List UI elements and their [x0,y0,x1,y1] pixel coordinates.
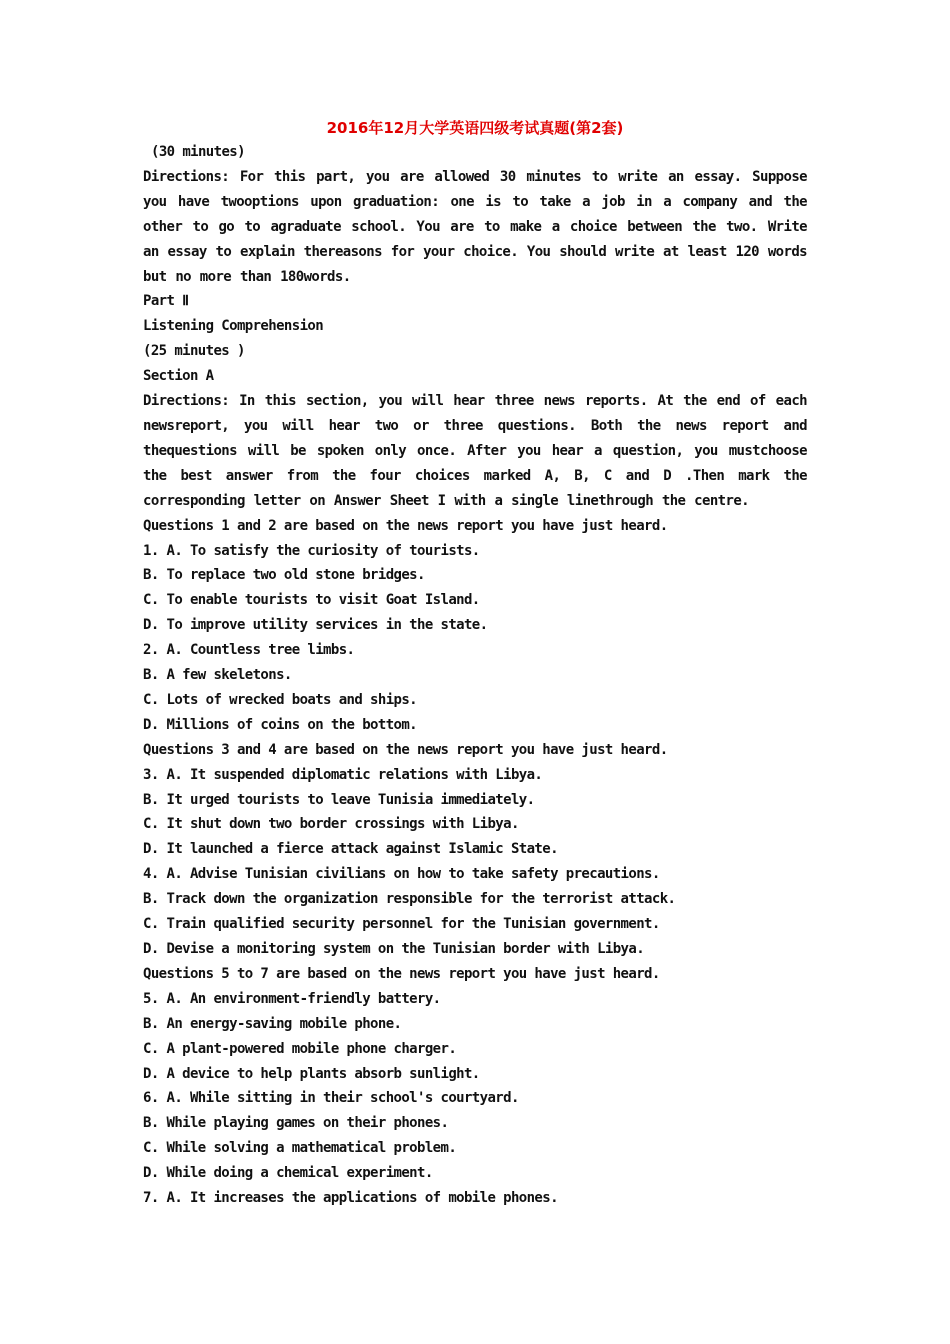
question-line: B. An energy-saving mobile phone. [143,1015,402,1032]
part-name: Listening Comprehension [143,318,324,335]
question-line: B. A few skeletons. [143,667,292,684]
question-line: C. A plant-powered mobile phone charger. [143,1040,457,1057]
question-line: D. To improve utility services in the state. [143,617,488,634]
question-line: Questions 1 and 2 are based on the news report you have just heard. [143,517,668,534]
question-line: 6. A. While sitting in their school's courtyard. [143,1090,519,1107]
question-line: C. Train qualified security personnel for the Tunisian government. [143,916,660,933]
question-line: D. Devise a monitoring system on the Tunisian border with Libya. [143,941,645,957]
question-line: B. Track down the organization responsible for the terrorist attack. [143,891,676,908]
part-heading: Part Ⅱ [143,293,189,310]
question-line: Questions 3 and 4 are based on the news report you have just heard. [143,741,668,758]
question-line: D. Millions of coins on the bottom. [143,716,418,733]
question-line: B. It urged tourists to leave Tunisia immediately. [143,791,535,808]
section-directions: Directions: In this section, you will hear three news reports. At the end of each newsreport, you will hear two or three questions. Both the news report and thequestions will be spoken only once. After you hear a question, you mustchoose the best answer from the four choices marked A, B, C and D .Then mark the corresponding letter on Answer Sheet I with a single linethrough the centre. [143,393,807,509]
document-body [143,140,807,1211]
part-time: (25 minutes ) [143,343,245,360]
question-line: C. Lots of wrecked boats and ships. [143,691,418,708]
question-line: D. It launched a fierce attack against Islamic State. [143,841,558,858]
question-line: B. While playing games on their phones. [143,1115,449,1132]
question-line: D. A device to help plants absorb sunlight. [143,1065,480,1082]
page-title: 2016年12月大学英语四级考试真题(第2套) [326,119,624,137]
writing-time: (30 minutes) [151,144,245,160]
question-line: C. It shut down two border crossings with Libya. [143,816,519,833]
question-line: 5. A. An environment-friendly battery. [143,990,441,1007]
question-line: 4. A. Advise Tunisian civilians on how to take safety precautions. [143,866,660,883]
question-line: Questions 5 to 7 are based on the news report you have just heard. [143,965,660,982]
question-line: B. To replace two old stone bridges. [143,567,425,584]
question-line: 3. A. It suspended diplomatic relations with Libya. [143,766,543,783]
question-line: C. To enable tourists to visit Goat Island. [143,592,480,609]
question-line: D. While doing a chemical experiment. [143,1165,433,1182]
question-line: 1. A. To satisfy the curiosity of tourists. [143,542,480,559]
section-heading: Section A [143,368,214,385]
writing-directions: Directions: For this part, you are allowed 30 minutes to write an essay. Suppose you have twooptions upon graduation: one is to take a job in a company and the other to go to agraduate school. You are to make a choice between the two. Write an essay to explain thereasons for your choice. You should write at least 120 words but no more than 180words. [143,168,807,285]
question-line: C. While solving a mathematical problem. [143,1140,457,1157]
question-line: 2. A. Countless tree limbs. [143,642,355,659]
question-line: 7. A. It increases the applications of mobile phones. [143,1190,558,1207]
